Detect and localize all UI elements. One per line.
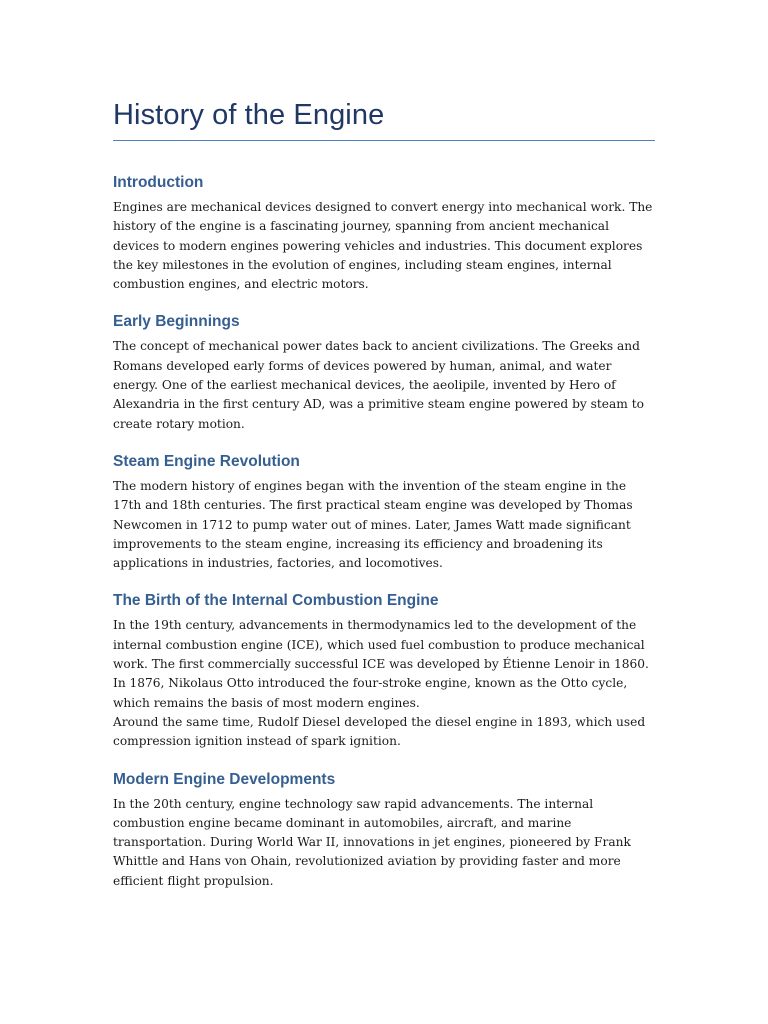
section-heading-steam-engine-revolution: Steam Engine Revolution (113, 452, 300, 470)
title-underline-divider (113, 140, 655, 141)
section-heading-modern-developments: Modern Engine Developments (113, 770, 336, 788)
section-heading-introduction: Introduction (113, 174, 204, 191)
section-paragraph: Engines are mechanical devices designed to convert energy into mechanical work. The history of the engine is a fascinating journey, spanning from ancient mechanical devices to modern engines powering vehicles and industries. This document explores the key milestones in the evolution of engines, including steam engines, internal combustion engines, and electric motors. (113, 200, 653, 292)
section-paragraph: In the 20th century, engine technology saw rapid advancements. The internal combustion engine became dominant in automobiles, aircraft, and marine transportation. During World War II, innovations in jet engines, pioneered by Frank Whittle and Hans von Ohain, revolutionized aviation by providing faster and more efficient flight propulsion. (113, 796, 631, 888)
section-heading-internal-combustion: The Birth of the Internal Combustion Engine (113, 592, 439, 610)
section-paragraph: The concept of mechanical power dates back to ancient civilizations. The Greeks and Romans developed early forms of devices powered by human, animal, and water energy. One of the earliest mechanical devices, the aeolipile, invented by Hero of Alexandria in the first century AD, was a primitive steam engine powered by steam to create rotary motion. (113, 339, 644, 431)
section-paragraph: Around the same time, Rudolf Diesel developed the diesel engine in 1893, which used compression ignition instead of spark ignition. (113, 714, 646, 749)
section-introduction (113, 173, 655, 294)
section-paragraph: The modern history of engines began with the invention of the steam engine in the 17th and 18th centuries. The first practical steam engine was developed by Thomas Newcomen in 1712 to pump water out of mines. Later, James Watt made significant improvements to the steam engine, increasing its efficiency and broadening its applications in industries, factories, and locomotives. (113, 478, 633, 571)
section-heading-early-beginnings: Early Beginnings (113, 313, 240, 331)
section-paragraph: In the 19th century, advancements in thermodynamics led to the development of the internal combustion engine (ICE), which used fuel combustion to produce mechanical work. The first commercially successful ICE was developed by Étienne Lenoir in 1860. In 1876, Nikolaus Otto introduced the four-stroke engine, known as the Otto cycle, which remains the basis of most modern engines. (113, 618, 649, 710)
section-modern-developments (113, 770, 655, 891)
document-title: History of the Engine (113, 99, 385, 131)
document-page (113, 96, 655, 909)
section-early-beginnings (113, 312, 655, 433)
section-internal-combustion (113, 591, 655, 751)
section-steam-engine-revolution (113, 452, 655, 573)
